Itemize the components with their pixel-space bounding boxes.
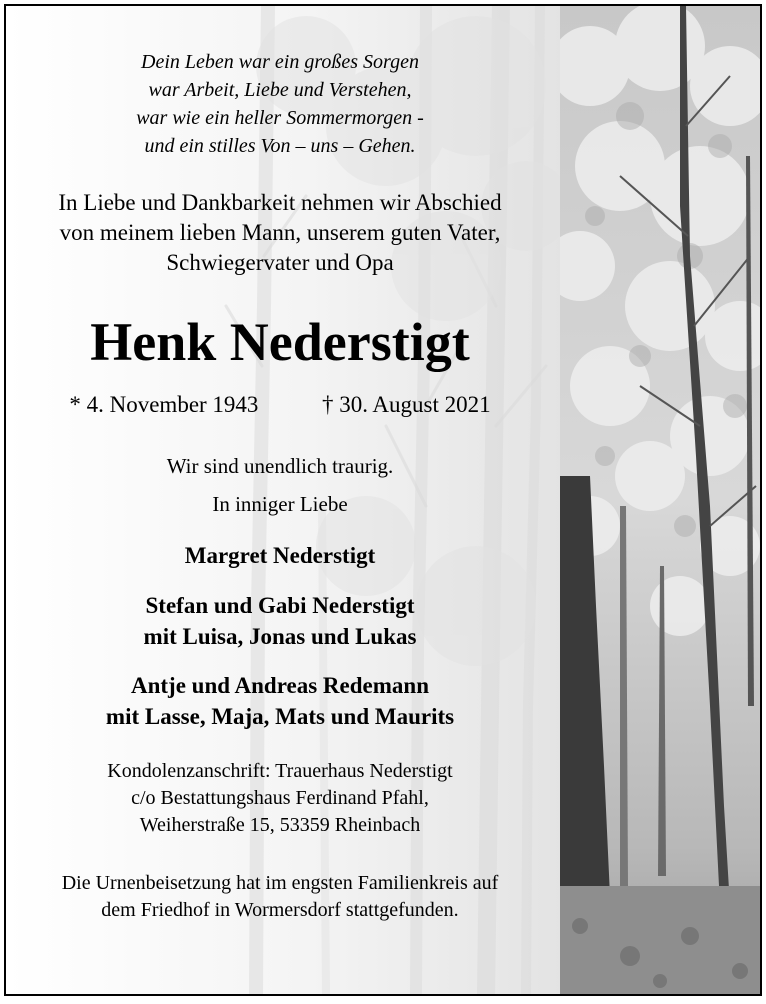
intro-line: Schwiegervater und Opa [166,250,394,275]
address-line: Kondolenzanschrift: Trauerhaus Nederstigt [107,760,453,782]
death-date: † 30. August 2021 [321,392,491,417]
poem-line: Dein Leben war ein großes Sorgen [141,51,419,73]
forest-photo [560,6,760,994]
family-member: Margret Nederstigt [184,543,376,568]
family-member: Stefan und Gabi Nederstigt [145,593,415,618]
family-member: Antje und Andreas Redemann [131,673,429,698]
intro-line: von meinem lieben Mann, unserem guten Vater, [59,220,501,245]
intro-line: In Liebe und Dankbarkeit nehmen wir Abschied [58,190,502,215]
family-member: mit Lasse, Maja, Mats und Maurits [105,704,455,729]
obituary-notice [4,4,762,996]
poem-line: war Arbeit, Liebe und Verstehen, [148,79,412,101]
deceased-name: Henk Nederstigt [90,312,470,372]
life-dates [6,390,554,420]
family-member: mit Luisa, Jonas und Lukas [143,624,417,649]
text-column [6,6,554,994]
message-line: Wir sind unendlich traurig. [166,454,394,478]
birth-date: * 4. November 1943 [69,392,259,417]
footer-line: dem Friedhof in Wormersdorf stattgefunden. [101,899,459,921]
message-line: In inniger Liebe [212,492,348,516]
footer-line: Die Urnenbeisetzung hat im engsten Familienkreis auf [61,872,499,894]
poem-line: war wie ein heller Sommermorgen - [136,107,424,129]
poem-line: und ein stilles Von – uns – Gehen. [144,135,416,157]
address-line: Weiherstraße 15, 53359 Rheinbach [139,814,421,836]
address-line: c/o Bestattungshaus Ferdinand Pfahl, [131,787,429,809]
